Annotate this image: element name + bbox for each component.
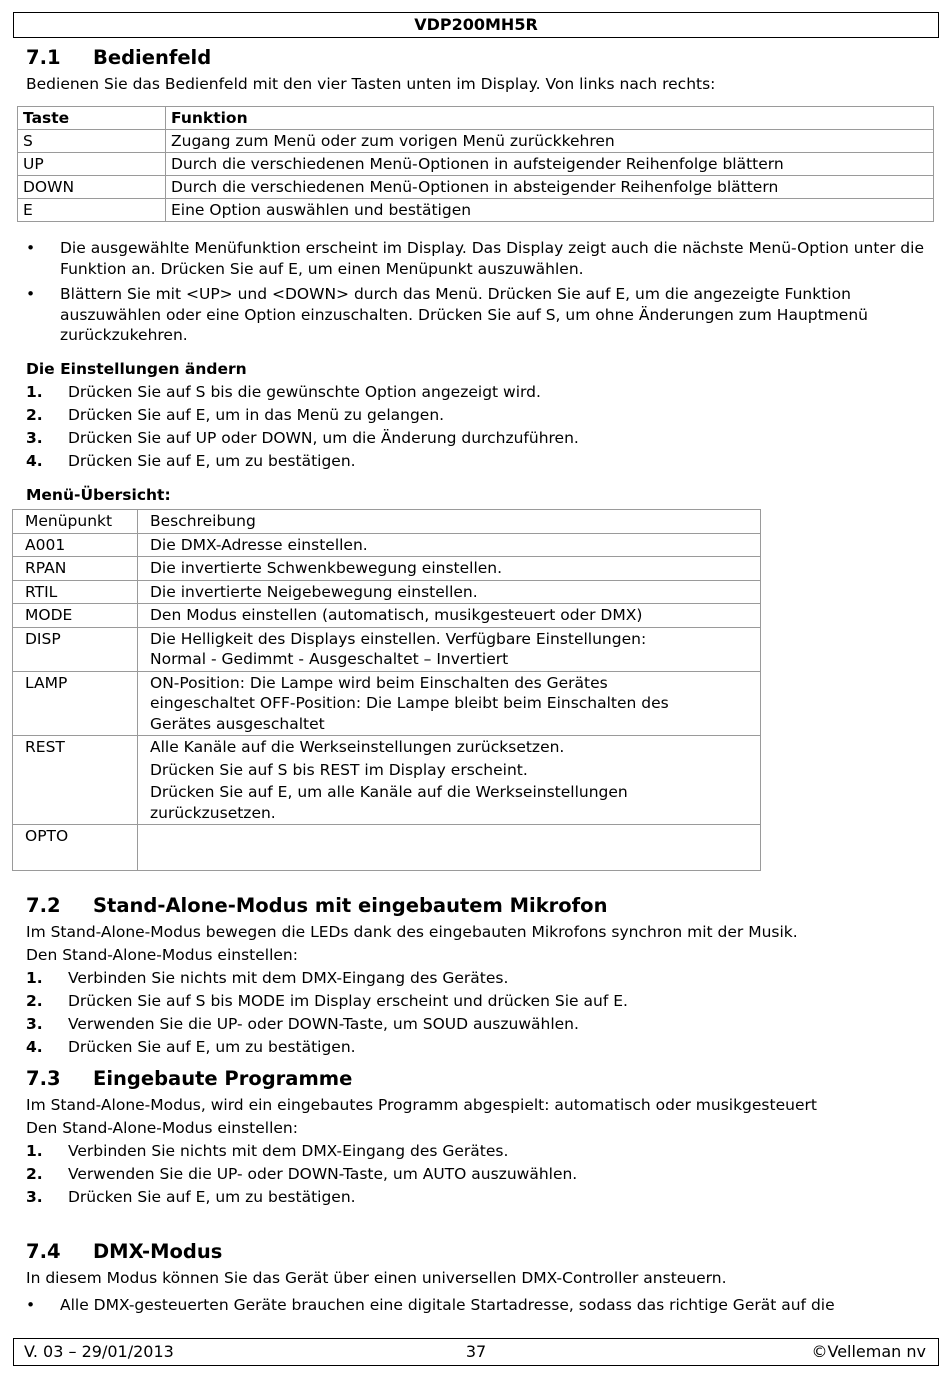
bullet-symbol: • xyxy=(26,1296,36,1314)
step-item xyxy=(26,429,579,447)
section-heading-7-1 xyxy=(26,46,211,69)
step-number: 3. xyxy=(26,1188,43,1206)
header-cell: Taste xyxy=(18,107,166,130)
section-title: Bedienfeld xyxy=(93,46,212,69)
menu-desc-cell xyxy=(138,557,761,581)
table-row xyxy=(13,627,761,671)
step-text: Verbinden Sie nichts mit dem DMX-Eingang des Gerätes. xyxy=(68,969,509,987)
step-text: Drücken Sie auf UP oder DOWN, um die Änderung durchzuführen. xyxy=(68,429,579,447)
table-row xyxy=(18,153,934,176)
table-row xyxy=(13,533,761,557)
bullet-symbol: • xyxy=(26,285,36,303)
menu-key-cell: RTIL xyxy=(13,580,138,604)
section-title: Stand-Alone-Modus mit eingebautem Mikrofon xyxy=(93,894,608,917)
step-item xyxy=(26,452,356,470)
step-text: Verwenden Sie die UP- oder DOWN-Taste, um AUTO auszuwählen. xyxy=(68,1165,578,1183)
menu-desc-cell xyxy=(138,825,761,871)
function-cell: Eine Option auswählen und bestätigen xyxy=(166,199,934,222)
menu-desc-cell xyxy=(138,533,761,557)
key-cell: E xyxy=(18,199,166,222)
section-number: 7.4 xyxy=(26,1240,61,1263)
step-number: 4. xyxy=(26,452,43,470)
menu-key-cell: DISP xyxy=(13,627,138,671)
section-number: 7.2 xyxy=(26,894,61,917)
menu-key-cell: OPTO xyxy=(13,825,138,871)
paragraph: Den Stand-Alone-Modus einstellen: xyxy=(26,946,298,964)
step-text: Drücken Sie auf E, um zu bestätigen. xyxy=(68,452,356,470)
menu-key-cell: MODE xyxy=(13,604,138,628)
bullet-item xyxy=(26,238,931,279)
menu-key-cell: A001 xyxy=(13,533,138,557)
table-row xyxy=(13,671,761,736)
menu-desc-cell xyxy=(138,604,761,628)
table-row xyxy=(13,604,761,628)
key-cell: S xyxy=(18,130,166,153)
bullet-text: Alle DMX-gesteuerten Geräte brauchen eine digitale Startadresse, sodass das richtige Gerät auf die xyxy=(60,1296,835,1314)
menu-desc-cell xyxy=(138,671,761,736)
step-number: 1. xyxy=(26,383,43,401)
step-number: 1. xyxy=(26,969,43,987)
bullet-item xyxy=(26,284,931,346)
header-cell: Beschreibung xyxy=(138,510,761,534)
desc-line: Die invertierte Schwenkbewegung einstellen. xyxy=(150,559,503,577)
desc-line: Gerätes ausgeschaltet xyxy=(150,714,325,733)
bullet-item xyxy=(26,1295,931,1316)
desc-line: Die DMX-Adresse einstellen. xyxy=(150,535,368,554)
subheading-settings: Die Einstellungen ändern xyxy=(26,360,247,378)
step-text: Drücken Sie auf E, um zu bestätigen. xyxy=(68,1038,356,1056)
header-cell: Menüpunkt xyxy=(13,510,138,534)
desc-line: eingeschaltet OFF-Position: Die Lampe bleibt beim Einschalten des xyxy=(150,694,669,712)
step-text: Drücken Sie auf E, um in das Menü zu gelangen. xyxy=(68,406,445,424)
key-cell: DOWN xyxy=(18,176,166,199)
step-item xyxy=(26,383,541,401)
step-item xyxy=(26,969,508,987)
table-row xyxy=(18,130,934,153)
menu-overview-table xyxy=(12,509,761,871)
menu-desc-cell xyxy=(138,627,761,671)
function-cell: Durch die verschiedenen Menü-Optionen in absteigender Reihenfolge blättern xyxy=(166,176,934,199)
table-row xyxy=(13,557,761,581)
step-text: Drücken Sie auf S bis die gewünschte Option angezeigt wird. xyxy=(68,383,541,401)
copyright: ©Velleman nv xyxy=(811,1342,926,1361)
paragraph: Den Stand-Alone-Modus einstellen: xyxy=(26,1119,298,1137)
document-title: VDP200MH5R xyxy=(414,15,538,34)
step-item xyxy=(26,1038,356,1056)
menu-key-cell: RPAN xyxy=(13,557,138,581)
section-heading-7-2 xyxy=(26,894,607,917)
step-number: 1. xyxy=(26,1142,43,1160)
step-number: 3. xyxy=(26,1015,43,1033)
desc-line: Die Helligkeit des Displays einstellen. Verfügbare Einstellungen: xyxy=(150,629,647,648)
table-row xyxy=(18,176,934,199)
paragraph: Im Stand-Alone-Modus, wird ein eingebautes Programm abgespielt: automatisch oder musikgesteuert xyxy=(26,1096,817,1114)
desc-line: Drücken Sie auf E, um alle Kanäle auf die Werkseinstellungen xyxy=(150,783,628,801)
page-footer xyxy=(13,1338,939,1366)
paragraph: In diesem Modus können Sie das Gerät über einen universellen DMX-Controller ansteuern. xyxy=(26,1269,727,1287)
header-cell: Funktion xyxy=(166,107,934,130)
page-number: 37 xyxy=(465,1342,487,1361)
key-cell: UP xyxy=(18,153,166,176)
section-title: Eingebaute Programme xyxy=(93,1067,353,1090)
subheading-menu-overview: Menü-Übersicht: xyxy=(26,486,171,504)
step-text: Drücken Sie auf S bis MODE im Display erscheint und drücken Sie auf E. xyxy=(68,992,628,1010)
key-function-table xyxy=(17,106,934,222)
intro-paragraph: Bedienen Sie das Bedienfeld mit den vier Tasten unten im Display. Von links nach rechts: xyxy=(26,75,716,93)
step-number: 2. xyxy=(26,1165,43,1183)
table-header-row xyxy=(13,510,761,534)
step-item xyxy=(26,406,444,424)
menu-key-cell: REST xyxy=(13,736,138,825)
step-text: Verwenden Sie die UP- oder DOWN-Taste, um SOUD auszuwählen. xyxy=(68,1015,579,1033)
step-text: Drücken Sie auf E, um zu bestätigen. xyxy=(68,1188,356,1206)
step-item xyxy=(26,1165,577,1183)
function-cell: Zugang zum Menü oder zum vorigen Menü zurückkehren xyxy=(166,130,934,153)
step-item xyxy=(26,1015,579,1033)
table-row xyxy=(13,580,761,604)
bullet-text: Die ausgewählte Menüfunktion erscheint im Display. Das Display zeigt auch die nächste Menü-Option unter die Funktion an. Drücken Sie auf E, um einen Menüpunkt auszuwählen. xyxy=(60,239,924,278)
step-item xyxy=(26,1142,508,1160)
menu-key-cell: LAMP xyxy=(13,671,138,736)
table-row xyxy=(13,736,761,825)
bullet-text: Blättern Sie mit <UP> und <DOWN> durch das Menü. Drücken Sie auf E, um die angezeigte Funktion auszuwählen oder eine Option einzuschalten. Drücken Sie auf S, um ohne Änderungen zum Hauptmenü zurückzukehren. xyxy=(60,285,868,344)
version-date: V. 03 – 29/01/2013 xyxy=(24,1342,174,1361)
step-text: Verbinden Sie nichts mit dem DMX-Eingang des Gerätes. xyxy=(68,1142,509,1160)
table-row xyxy=(13,825,761,871)
desc-line: Drücken Sie auf S bis REST im Display erscheint. xyxy=(150,760,528,779)
step-number: 2. xyxy=(26,406,43,424)
paragraph: Im Stand-Alone-Modus bewegen die LEDs dank des eingebauten Mikrofons synchron mit der Musik. xyxy=(26,923,798,941)
section-title: DMX-Modus xyxy=(93,1240,223,1263)
section-heading-7-4 xyxy=(26,1240,222,1263)
section-number: 7.3 xyxy=(26,1067,61,1090)
step-item xyxy=(26,992,628,1010)
step-number: 2. xyxy=(26,992,43,1010)
desc-line: zurückzusetzen. xyxy=(150,803,276,822)
table-header-row xyxy=(18,107,934,130)
desc-line: Den Modus einstellen (automatisch, musikgesteuert oder DMX) xyxy=(150,606,643,624)
function-cell: Durch die verschiedenen Menü-Optionen in aufsteigender Reihenfolge blättern xyxy=(166,153,934,176)
menu-desc-cell xyxy=(138,736,761,825)
table-row xyxy=(18,199,934,222)
step-item xyxy=(26,1188,356,1206)
step-number: 4. xyxy=(26,1038,43,1056)
step-number: 3. xyxy=(26,429,43,447)
desc-line: Normal - Gedimmt - Ausgeschaltet – Invertiert xyxy=(150,650,509,668)
page-header xyxy=(13,12,939,38)
section-number: 7.1 xyxy=(26,46,61,69)
menu-desc-cell xyxy=(138,580,761,604)
bullet-symbol: • xyxy=(26,239,36,257)
desc-line: Die invertierte Neigebewegung einstellen. xyxy=(150,582,478,601)
desc-line: Alle Kanäle auf die Werkseinstellungen zurücksetzen. xyxy=(150,738,565,756)
section-heading-7-3 xyxy=(26,1067,352,1090)
desc-line: ON-Position: Die Lampe wird beim Einschalten des Gerätes xyxy=(150,673,608,692)
